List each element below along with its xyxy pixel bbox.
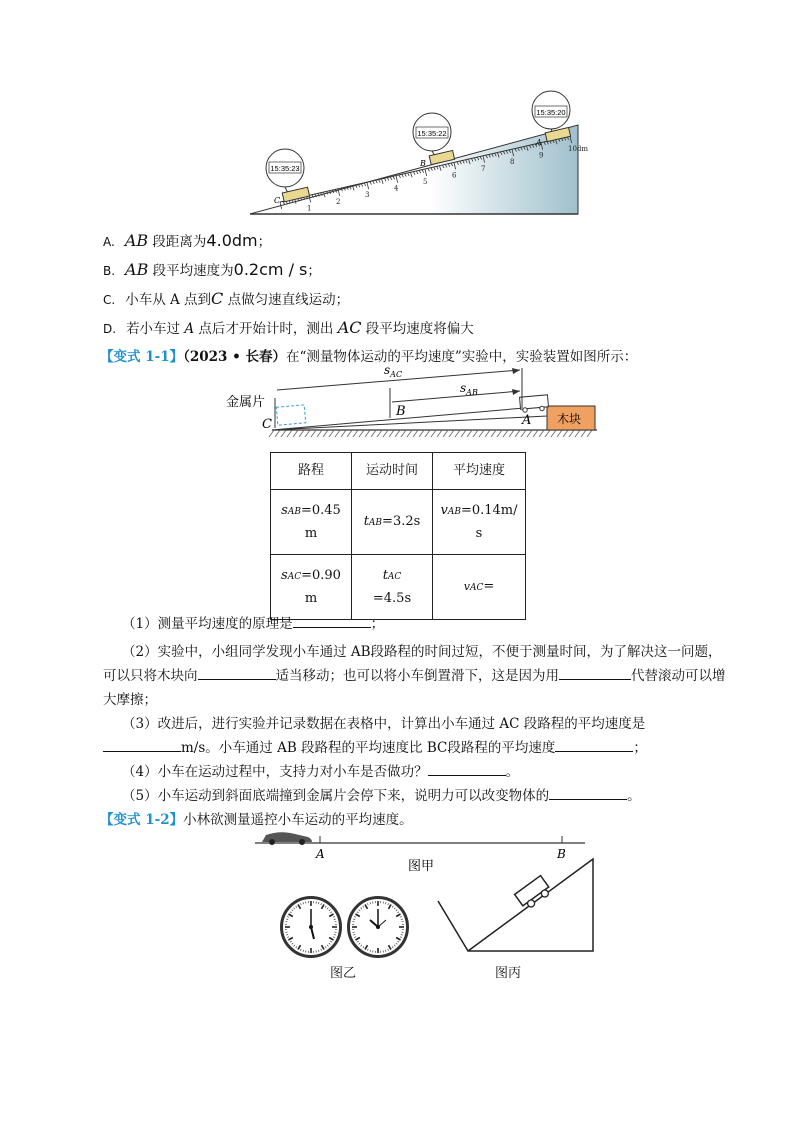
wood-block-label: 木块 xyxy=(557,412,582,426)
clock-tick xyxy=(365,904,368,908)
option-b[interactable]: B. AB 段平均速度为0.2cm / s； xyxy=(103,260,321,279)
point-c-label-2: C xyxy=(262,417,272,432)
ruler-tick-label: 9 xyxy=(539,151,544,160)
hatch-line xyxy=(311,430,316,437)
clock-tick xyxy=(396,910,397,911)
clock-tick xyxy=(318,902,319,904)
clock-tick xyxy=(361,908,362,909)
timer-a-text: 15:35:20 xyxy=(536,108,566,117)
clock-tick xyxy=(357,941,359,942)
hatch-line xyxy=(353,430,358,437)
blank-2b[interactable] xyxy=(559,679,631,680)
clock-tick xyxy=(359,943,360,944)
clock-tick xyxy=(401,934,403,935)
clock-icon xyxy=(347,896,409,958)
clock-tick xyxy=(287,916,289,917)
hatch-line xyxy=(287,430,292,437)
option-c[interactable]: C. 小车从 A 点到C 点做匀速直线运动； xyxy=(103,289,350,308)
table-header: 平均速度 xyxy=(433,453,526,490)
hatch-line xyxy=(431,430,436,437)
hatch-line xyxy=(581,430,586,437)
hatch-line xyxy=(491,430,496,437)
hatch-line xyxy=(443,430,448,437)
point-a-label: A xyxy=(536,138,542,147)
timer-c-text: 15:35:23 xyxy=(270,164,300,173)
option-d[interactable]: D. 若小车过 A 点后才开始计时，测出 AC 段平均速度将偏大 xyxy=(103,318,474,337)
variant-1-2-stem: 【变式 1-2】小林欲测量遥控小车运动的平均速度。 xyxy=(100,812,413,828)
clock-tick xyxy=(353,919,355,920)
blank-2a[interactable] xyxy=(198,679,276,680)
clock-tick xyxy=(354,916,356,917)
clock-tick xyxy=(333,937,335,938)
point-c-label: C xyxy=(274,196,281,205)
variant-1-1-source: （2023 • 长春） xyxy=(183,349,286,365)
ruler-tick-label: 1 xyxy=(307,204,312,213)
clock-tick xyxy=(288,938,292,941)
blank-5[interactable] xyxy=(549,799,627,800)
hatch-line xyxy=(419,430,424,437)
question-4: （4）小车在运动过程中，支持力对小车是否做功？ 。 xyxy=(122,764,520,780)
ruler-tick-label: 3 xyxy=(365,191,370,200)
clock-tick xyxy=(389,945,392,949)
clock-tick xyxy=(392,906,393,908)
hatch-line xyxy=(497,430,502,437)
ruler-tick-label: 2 xyxy=(336,197,341,206)
blank-3b[interactable] xyxy=(555,751,633,752)
option-a-label: A. xyxy=(103,235,115,249)
hatch-line xyxy=(425,430,430,437)
hatch-line xyxy=(365,430,370,437)
clock-tick xyxy=(296,906,297,908)
hatch-line xyxy=(299,430,304,437)
question-2-line-2: 可以只将木块向 适当移动；也可以将小车倒置滑下，这是因为用 代替滚动可以增 xyxy=(103,668,726,684)
clock-tick xyxy=(389,904,392,908)
clock-tick xyxy=(361,945,362,946)
hatch-line xyxy=(545,430,550,437)
clock-tick xyxy=(394,908,395,909)
table-cell: vAB=0.14m/ s xyxy=(433,490,526,555)
hatch-line xyxy=(395,430,400,437)
clock-tick xyxy=(334,934,336,935)
clock-tick xyxy=(296,946,297,948)
blank-1[interactable] xyxy=(293,627,371,628)
variant-1-1-stem: 【变式 1-1】（2023 • 长春）在“测量物体运动的平均速度”实验中，实验装置如图所示： xyxy=(100,349,638,365)
clock-tick xyxy=(290,912,292,913)
point-b-label-3: B xyxy=(557,847,566,861)
clock-tick xyxy=(357,912,359,913)
hatch-line xyxy=(377,430,382,437)
clock-tick xyxy=(355,938,359,941)
figure-incline-block xyxy=(222,363,602,440)
hatch-line xyxy=(551,430,556,437)
clock-tick xyxy=(363,946,364,948)
clock-tick xyxy=(385,950,386,952)
clock-tick xyxy=(327,908,328,909)
clock-tick xyxy=(329,910,330,911)
table-cell: sAC=0.90 m xyxy=(271,555,352,620)
hatch-line xyxy=(467,430,472,437)
hatch-line xyxy=(437,430,442,437)
figure-bing-incline xyxy=(438,856,598,956)
ruler-tick-label: 5 xyxy=(423,178,428,186)
clock-tick xyxy=(322,904,325,908)
blank-3a[interactable] xyxy=(103,751,181,752)
ruler-tick-label: 4 xyxy=(394,184,399,193)
clock-tick xyxy=(334,919,336,920)
table-header: 路程 xyxy=(271,453,352,490)
clock-tick xyxy=(288,914,292,917)
hatch-line xyxy=(461,430,466,437)
clock-tick xyxy=(365,945,368,949)
clock-tick xyxy=(330,912,332,913)
clock-tick xyxy=(370,950,371,952)
clock-tick xyxy=(318,950,319,952)
question-2-line-1: （2）实验中，小组同学发现小车通过 AB段路程的时间过短，不便于测量时间，为了解决这一问题， xyxy=(122,644,722,660)
caption-bing: 图丙 xyxy=(495,966,522,981)
point-a-label-2: A xyxy=(522,413,532,428)
clock-tick xyxy=(359,910,360,911)
timer-a xyxy=(532,91,570,129)
figure-incline-ruler xyxy=(250,90,589,218)
metal-strip-label: 金属片 xyxy=(226,395,266,410)
hatch-line xyxy=(341,430,346,437)
variant-1-2-tag: 【变式 1-2】 xyxy=(100,812,184,828)
clock-tick xyxy=(286,934,288,935)
hatch-line xyxy=(293,430,298,437)
clock-icon xyxy=(280,896,342,958)
question-2-line-3: 大摩擦； xyxy=(103,692,157,708)
clock-tick xyxy=(327,945,328,946)
hatch-line xyxy=(389,430,394,437)
clock-tick xyxy=(400,916,402,917)
clock-tick xyxy=(325,906,326,908)
table-cell: vAC= xyxy=(433,555,526,620)
hatch-line xyxy=(527,430,532,437)
point-b-label: B xyxy=(420,159,426,168)
clock-tick xyxy=(298,945,301,949)
clock-tick xyxy=(333,916,335,917)
option-b-label: B. xyxy=(103,264,116,278)
clock-tick xyxy=(388,949,389,951)
clock-tick xyxy=(325,946,326,948)
clock-tick xyxy=(300,949,301,951)
hatch-line xyxy=(371,430,376,437)
option-c-label: C. xyxy=(103,293,116,307)
clock-face-1 xyxy=(283,899,339,955)
hatch-line xyxy=(335,430,340,437)
ruler-tick-label: 7 xyxy=(481,164,486,173)
clock-tick xyxy=(401,919,403,920)
clock-tick xyxy=(392,946,393,948)
clock-tick xyxy=(329,914,333,917)
variant-1-1-tag: 【变式 1-1】 xyxy=(100,349,184,365)
clock-tick xyxy=(388,903,389,905)
clock-tick xyxy=(294,945,295,946)
hatch-line xyxy=(485,430,490,437)
question-3-line-2: m/s。小车通过 AB 段路程的平均速度比 BC段路程的平均速度 ； xyxy=(103,736,647,756)
cart-dashed xyxy=(276,405,305,425)
clock-tick xyxy=(396,914,400,917)
hatch-line xyxy=(515,430,520,437)
table-row xyxy=(271,555,526,620)
clock-tick xyxy=(355,914,359,917)
clock-tick xyxy=(396,938,400,941)
hatch-line xyxy=(569,430,574,437)
clock-tick xyxy=(287,937,289,938)
hatch-line xyxy=(281,430,286,437)
ruler-tick-label: 10dm xyxy=(568,145,589,153)
clock-tick xyxy=(292,943,293,944)
hatch-line xyxy=(509,430,514,437)
table-cell: sAB=0.45 m xyxy=(271,490,352,555)
timer-b xyxy=(413,113,451,151)
clock-tick xyxy=(353,934,355,935)
blank-4[interactable] xyxy=(428,775,506,776)
hatch-line xyxy=(587,430,592,437)
clock-tick xyxy=(286,919,288,920)
clock-tick xyxy=(329,938,333,941)
clock-tick xyxy=(363,906,364,908)
table-cell: tAB=3.2s xyxy=(352,490,433,555)
clock-tick xyxy=(292,910,293,911)
clock-face-2 xyxy=(350,899,406,955)
hatch-line xyxy=(383,430,388,437)
clock-tick xyxy=(298,904,301,908)
question-3-line-1: （3）改进后，进行实验并记录数据在表格中，计算出小车通过 AC 段路程的平均速度是 xyxy=(122,716,646,732)
caption-jia: 图甲 xyxy=(408,859,435,874)
hatch-line xyxy=(563,430,568,437)
clock-tick xyxy=(330,941,332,942)
clock-tick xyxy=(397,941,399,942)
hatch-line xyxy=(359,430,364,437)
svg-text:sAC: $s_{AC}$ xyxy=(384,363,403,379)
clock-tick xyxy=(354,937,356,938)
table-header-row xyxy=(271,453,526,490)
clock-tick xyxy=(370,902,371,904)
hatch-line xyxy=(275,430,280,437)
clock-tick xyxy=(321,949,322,951)
hatch-line xyxy=(503,430,508,437)
clock-tick xyxy=(303,902,304,904)
ground-hatch xyxy=(269,430,592,437)
cart-on-incline xyxy=(515,876,553,911)
option-a[interactable]: A. AB 段距离为4.0dm； xyxy=(103,231,272,250)
table-cell: tAC =4.5s xyxy=(352,555,433,620)
hatch-line xyxy=(317,430,322,437)
hatch-line xyxy=(479,430,484,437)
hatch-line xyxy=(455,430,460,437)
data-table xyxy=(270,452,526,620)
hatch-line xyxy=(413,430,418,437)
point-a-label-3: A xyxy=(316,847,325,861)
option-d-label: D. xyxy=(103,322,117,336)
hatch-line xyxy=(533,430,538,437)
hatch-line xyxy=(305,430,310,437)
question-5: （5）小车运动到斜面底端撞到金属片会停下来，说明力可以改变物体的 。 xyxy=(122,788,641,804)
point-b-label-2: B xyxy=(396,404,406,419)
hatch-line xyxy=(329,430,334,437)
clock-tick xyxy=(290,941,292,942)
clock-tick xyxy=(400,937,402,938)
clock-tick xyxy=(294,908,295,909)
timer-b-text: 15:35:22 xyxy=(417,129,447,138)
clock-tick xyxy=(397,912,399,913)
ruler-tick-label: 6 xyxy=(452,171,457,180)
clock-tick xyxy=(385,902,386,904)
svg-text:sAB: $s_{AB}$ xyxy=(460,381,478,397)
hatch-line xyxy=(557,430,562,437)
ruler-tick-label: 8 xyxy=(510,158,515,167)
clock-tick xyxy=(396,943,397,944)
clock-tick xyxy=(329,943,330,944)
clock-tick xyxy=(321,903,322,905)
clock-tick xyxy=(394,945,395,946)
hatch-line xyxy=(449,430,454,437)
table-row xyxy=(271,490,526,555)
hatch-line xyxy=(539,430,544,437)
hatch-line xyxy=(323,430,328,437)
caption-yi: 图乙 xyxy=(330,966,357,981)
hatch-line xyxy=(575,430,580,437)
hatch-line xyxy=(407,430,412,437)
hatch-line xyxy=(401,430,406,437)
hatch-line xyxy=(347,430,352,437)
clock-tick xyxy=(300,903,301,905)
hatch-line xyxy=(521,430,526,437)
timer-c xyxy=(266,149,304,187)
clock-tick xyxy=(367,903,368,905)
question-1: （1）测量平均速度的原理是 ； xyxy=(122,616,385,632)
clock-tick xyxy=(322,945,325,949)
hatch-line xyxy=(473,430,478,437)
table-header: 运动时间 xyxy=(352,453,433,490)
clock-tick xyxy=(303,950,304,952)
clock-tick xyxy=(367,949,368,951)
